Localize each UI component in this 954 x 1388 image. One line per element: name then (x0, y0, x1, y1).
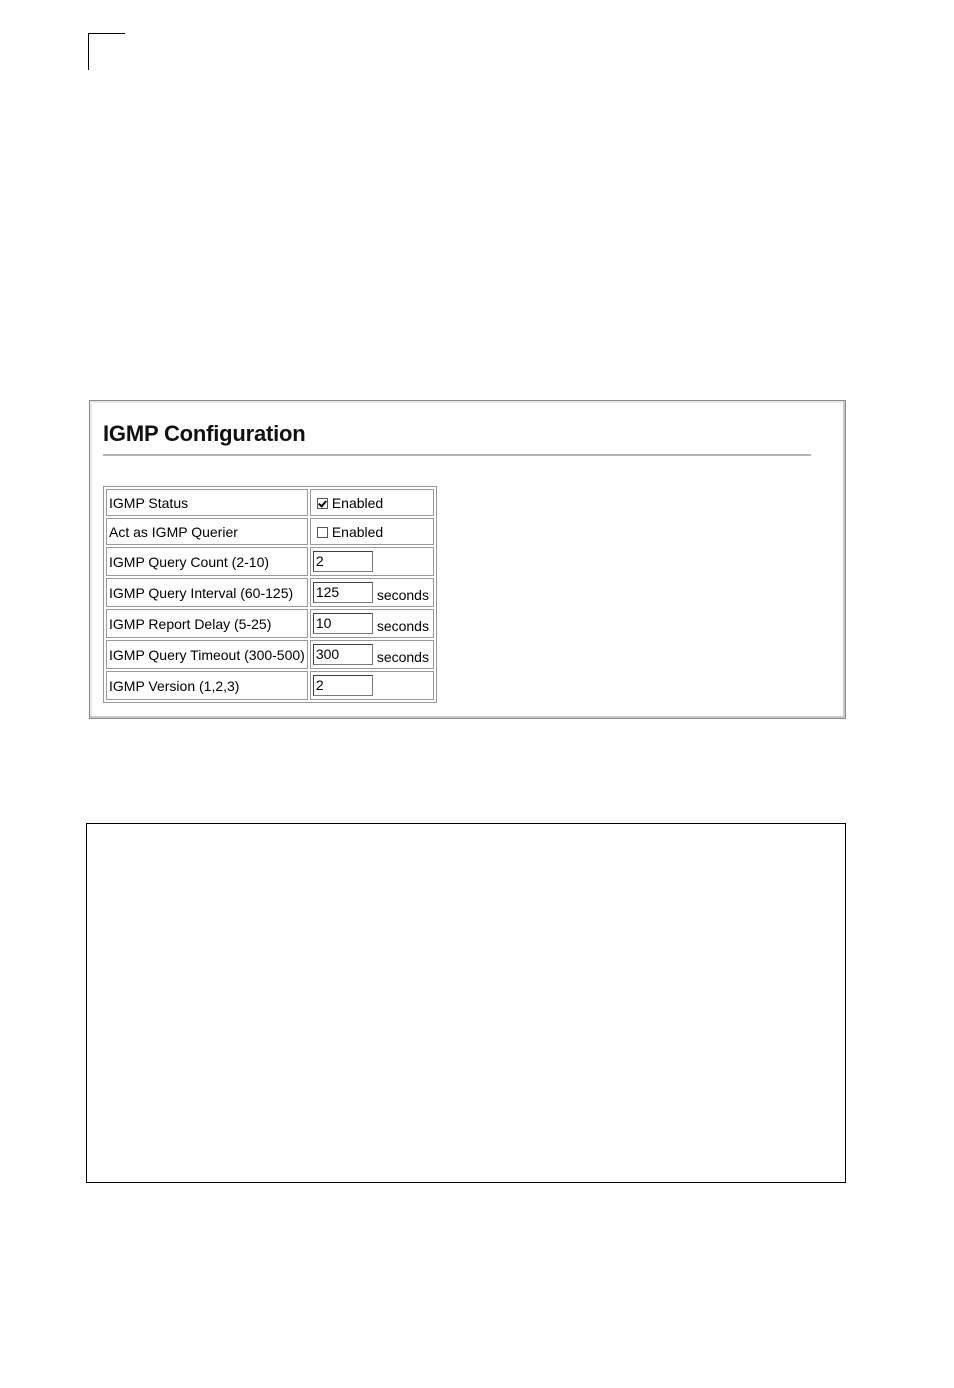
query-timeout-cell (310, 640, 434, 669)
query-timeout-input[interactable]: 300 (313, 644, 373, 665)
igmp-status-cell (310, 489, 434, 516)
query-count-input[interactable]: 2 (313, 551, 373, 572)
igmp-status-label: IGMP Status (106, 489, 308, 516)
crop-mark (88, 33, 125, 70)
igmp-querier-cell (310, 518, 434, 545)
report-delay-label: IGMP Report Delay (5-25) (106, 609, 308, 638)
query-count-label: IGMP Query Count (2-10) (106, 547, 308, 576)
igmp-status-checkbox-label: Enabled (331, 494, 384, 511)
row-igmp-status (106, 489, 434, 516)
row-igmp-querier (106, 518, 434, 545)
igmp-settings-table (103, 486, 437, 703)
igmp-version-cell (310, 671, 434, 700)
query-timeout-label: IGMP Query Timeout (300-500) (106, 640, 308, 669)
igmp-configuration-panel (89, 400, 846, 719)
row-report-delay (106, 609, 434, 638)
report-delay-input[interactable]: 10 (313, 613, 373, 634)
query-interval-input[interactable]: 125 (313, 582, 373, 603)
row-query-timeout (106, 640, 434, 669)
igmp-version-input[interactable]: 2 (313, 675, 373, 696)
row-query-interval (106, 578, 434, 607)
igmp-querier-checkbox-label: Enabled (331, 523, 384, 540)
row-query-count (106, 547, 434, 576)
query-count-cell (310, 547, 434, 576)
empty-framed-box (86, 823, 846, 1183)
query-interval-label: IGMP Query Interval (60-125) (106, 578, 308, 607)
report-delay-unit: seconds (376, 618, 429, 635)
igmp-version-label: IGMP Version (1,2,3) (106, 671, 308, 700)
query-interval-cell (310, 578, 434, 607)
igmp-status-checkbox[interactable] (317, 498, 328, 509)
query-timeout-unit: seconds (376, 649, 429, 666)
page-title: IGMP Configuration (103, 421, 306, 446)
row-igmp-version (106, 671, 434, 700)
query-interval-unit: seconds (376, 587, 429, 604)
report-delay-cell (310, 609, 434, 638)
title-divider (103, 454, 811, 456)
igmp-querier-label: Act as IGMP Querier (106, 518, 308, 545)
igmp-querier-checkbox[interactable] (317, 527, 328, 538)
